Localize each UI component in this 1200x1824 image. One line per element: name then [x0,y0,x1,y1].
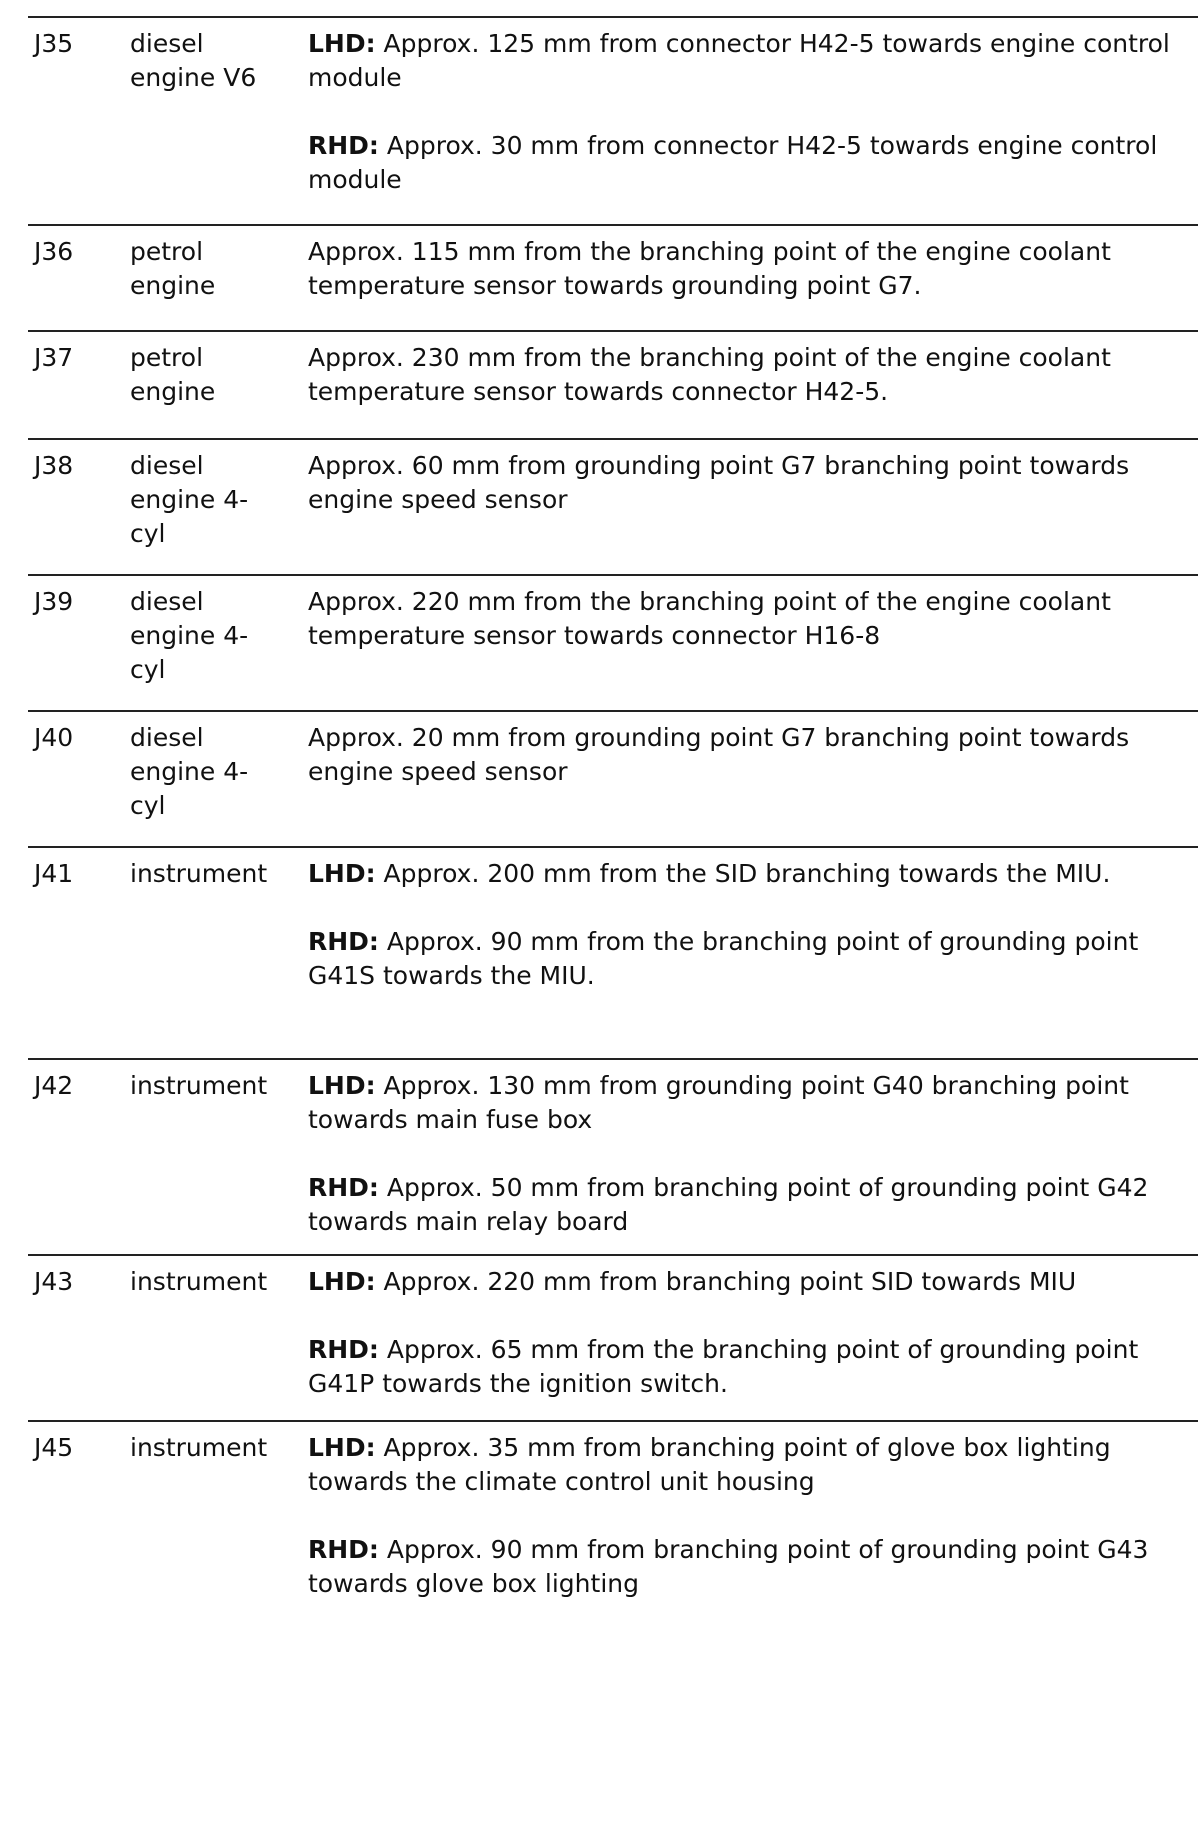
table-row [28,710,1198,846]
junction-id: J41 [34,859,74,888]
description-text: Approx. 130 mm from grounding point G40 branching point towards main fuse box [308,1071,1137,1134]
junction-id: J37 [34,343,74,372]
junction-id: J35 [34,29,74,58]
harness-type [130,440,308,551]
harness-type-line: engine 4- [130,621,249,650]
description-paragraph [308,129,1188,197]
junction-id: J42 [34,1071,74,1100]
table-row [28,1254,1198,1420]
table-row [28,224,1198,330]
description-text: Approx. 90 mm from the branching point of grounding point G41S towards the MIU. [308,927,1147,990]
description-text: Approx. 65 mm from the branching point of grounding point G41P towards the ignition switch. [308,1335,1147,1398]
location-description [308,332,1198,409]
table-row [28,16,1198,224]
description-text: Approx. 115 mm from the branching point of the engine coolant temperature sensor towards grounding point G7. [308,237,1119,300]
harness-type [130,712,308,823]
description-text: Approx. 60 mm from grounding point G7 branching point towards engine speed sensor [308,451,1138,514]
junction-id: J45 [34,1433,74,1462]
harness-type-line: diesel [130,587,204,616]
location-description [308,1060,1198,1239]
location-description [308,18,1198,197]
harness-type-line: instrument [130,859,268,888]
description-paragraph [308,857,1188,891]
description-text: Approx. 125 mm from connector H42-5 towards engine control module [308,29,1178,92]
description-paragraph [308,1265,1188,1299]
description-text: Approx. 35 mm from branching point of glove box lighting towards the climate control unit housing [308,1433,1119,1496]
drive-side-label: RHD: [308,1535,379,1564]
drive-side-label: LHD: [308,1071,376,1100]
location-description [308,712,1198,789]
junction-id: J40 [34,723,74,752]
description-paragraph [308,27,1188,95]
drive-side-label: RHD: [308,131,379,160]
description-text: Approx. 220 mm from the branching point of the engine coolant temperature sensor towards connector H16-8 [308,587,1119,650]
location-description [308,1256,1198,1401]
drive-side-label: LHD: [308,1267,376,1296]
junction-id: J38 [34,451,74,480]
harness-type-line: diesel [130,723,204,752]
description-paragraph [308,449,1188,517]
harness-type-line: engine 4- [130,757,249,786]
description-paragraph [308,1069,1188,1137]
description-text: Approx. 220 mm from branching point SID towards MIU [375,1267,1077,1296]
table-row [28,846,1198,1058]
harness-type [130,1060,308,1103]
harness-type-line: cyl [130,791,166,820]
description-paragraph [308,585,1188,653]
harness-type-line: diesel [130,451,204,480]
harness-type-line: instrument [130,1433,268,1462]
junction-table [28,16,1198,1596]
description-text: Approx. 50 mm from branching point of grounding point G42 towards main relay board [308,1173,1157,1236]
drive-side-label: RHD: [308,927,379,956]
description-paragraph [308,1333,1188,1401]
junction-id: J43 [34,1267,74,1296]
description-paragraph [308,341,1188,409]
harness-type [130,1422,308,1465]
junction-id: J39 [34,587,74,616]
table-row [28,574,1198,710]
harness-type [130,576,308,687]
harness-type [130,226,308,303]
harness-type-line: engine [130,271,216,300]
drive-side-label: LHD: [308,29,376,58]
location-description [308,440,1198,517]
description-paragraph [308,721,1188,789]
location-description [308,226,1198,303]
location-description [308,848,1198,993]
drive-side-label: LHD: [308,859,376,888]
harness-type [130,332,308,409]
harness-type [130,18,308,95]
description-text: Approx. 20 mm from grounding point G7 branching point towards engine speed sensor [308,723,1138,786]
drive-side-label: RHD: [308,1335,379,1364]
harness-type [130,848,308,891]
table-row [28,438,1198,574]
description-paragraph [308,925,1188,993]
harness-type-line: diesel [130,29,204,58]
junction-id: J36 [34,237,74,266]
description-paragraph [308,235,1188,303]
harness-type-line: petrol [130,343,204,372]
harness-type-line: cyl [130,519,166,548]
description-text: Approx. 30 mm from connector H42-5 towards engine control module [308,131,1166,194]
description-text: Approx. 230 mm from the branching point of the engine coolant temperature sensor towards connector H42-5. [308,343,1119,406]
harness-type-line: instrument [130,1267,268,1296]
description-paragraph [308,1533,1188,1601]
description-paragraph [308,1431,1188,1499]
harness-type [130,1256,308,1299]
description-paragraph [308,1171,1188,1239]
table-row [28,330,1198,438]
description-text: Approx. 200 mm from the SID branching towards the MIU. [375,859,1111,888]
harness-type-line: engine [130,377,216,406]
harness-type-line: cyl [130,655,166,684]
harness-type-line: engine 4- [130,485,249,514]
harness-type-line: petrol [130,237,204,266]
table-row [28,1420,1198,1596]
description-text: Approx. 90 mm from branching point of grounding point G43 towards glove box lighting [308,1535,1157,1598]
location-description [308,576,1198,653]
table-row [28,1058,1198,1254]
harness-type-line: engine V6 [130,63,257,92]
location-description [308,1422,1198,1601]
harness-type-line: instrument [130,1071,268,1100]
drive-side-label: LHD: [308,1433,376,1462]
drive-side-label: RHD: [308,1173,379,1202]
